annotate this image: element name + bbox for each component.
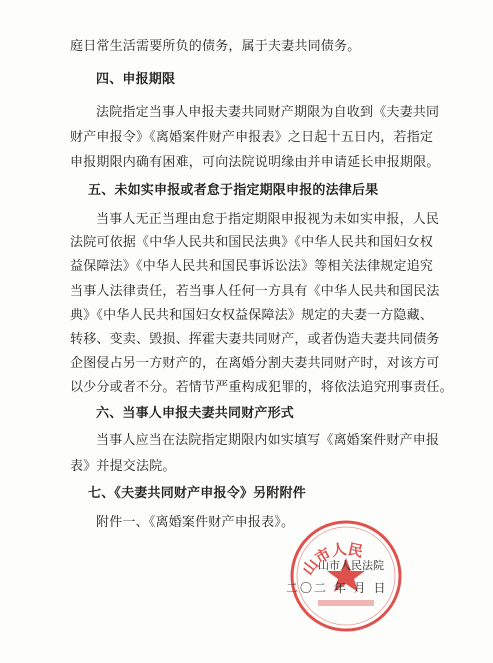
paragraph-line: 法院指定当事人申报夫妻共同财产期限为自收到《夫妻共同 — [96, 105, 440, 120]
attachment-line: 附件一、《离婚案件财产申报表》。 — [96, 515, 295, 530]
paragraph-line: 财产申报令》《离婚案件财产申报表》之日起十五日内，若指定 — [70, 130, 434, 145]
section-heading-5: 五、未如实申报或者怠于指定期限申报的法律后果 — [88, 183, 379, 198]
seal-arc-text: 山市人民 — [298, 539, 365, 579]
section-heading-6: 六、当事人申报夫妻共同财产形式 — [96, 406, 295, 421]
paragraph-line: 当事人应当在法院指定期限内如实填写《离婚案件财产申报 — [96, 433, 440, 448]
court-seal-stamp — [288, 518, 404, 634]
paragraph-line: 益保障法》《中华人民共和国民事诉讼法》等相关法律规定追究 — [70, 259, 434, 274]
section-heading-4: 四、申报期限 — [96, 72, 176, 87]
paragraph-line: 企图侵占另一方财产的，在离婚分割夫妻共同财产时，对该方可 — [70, 356, 440, 371]
paragraph-line: 法院可依据《中华人民共和国民法典》《中华人民共和国妇女权 — [70, 235, 434, 250]
paragraph-line: 典》《中华人民共和国妇女权益保障法》规定的夫妻一方隐藏、 — [70, 308, 434, 323]
paragraph-line: 庭日常生活需要所负的债务，属于夫妻共同债务。 — [70, 39, 361, 54]
paragraph-line: 当事人无正当理由怠于指定期限申报视为未如实申报，人民 — [96, 212, 440, 227]
issuer-signature: 山市人民法院 — [318, 559, 384, 572]
section-heading-7: 七、《夫妻共同财产申报令》另附附件 — [88, 486, 306, 501]
paragraph-line: 申报期限内确有困难，可向法院说明缘由并申请延长申报期限。 — [70, 155, 440, 170]
paragraph-line: 当事人法律责任，若当事人任何一方具有《中华人民共和国民法 — [70, 284, 440, 299]
paragraph-line: 表》并提交法院。 — [70, 459, 176, 474]
paragraph-line: 转移、变卖、毁损、挥霍夫妻共同财产，或者伪造夫妻共同债务 — [70, 332, 440, 347]
document-date: 二〇二 年 月 日 — [286, 581, 388, 595]
paragraph-line: 以少分或者不分。若情节严重构成犯罪的，将依法追究刑事责任。 — [70, 380, 453, 395]
